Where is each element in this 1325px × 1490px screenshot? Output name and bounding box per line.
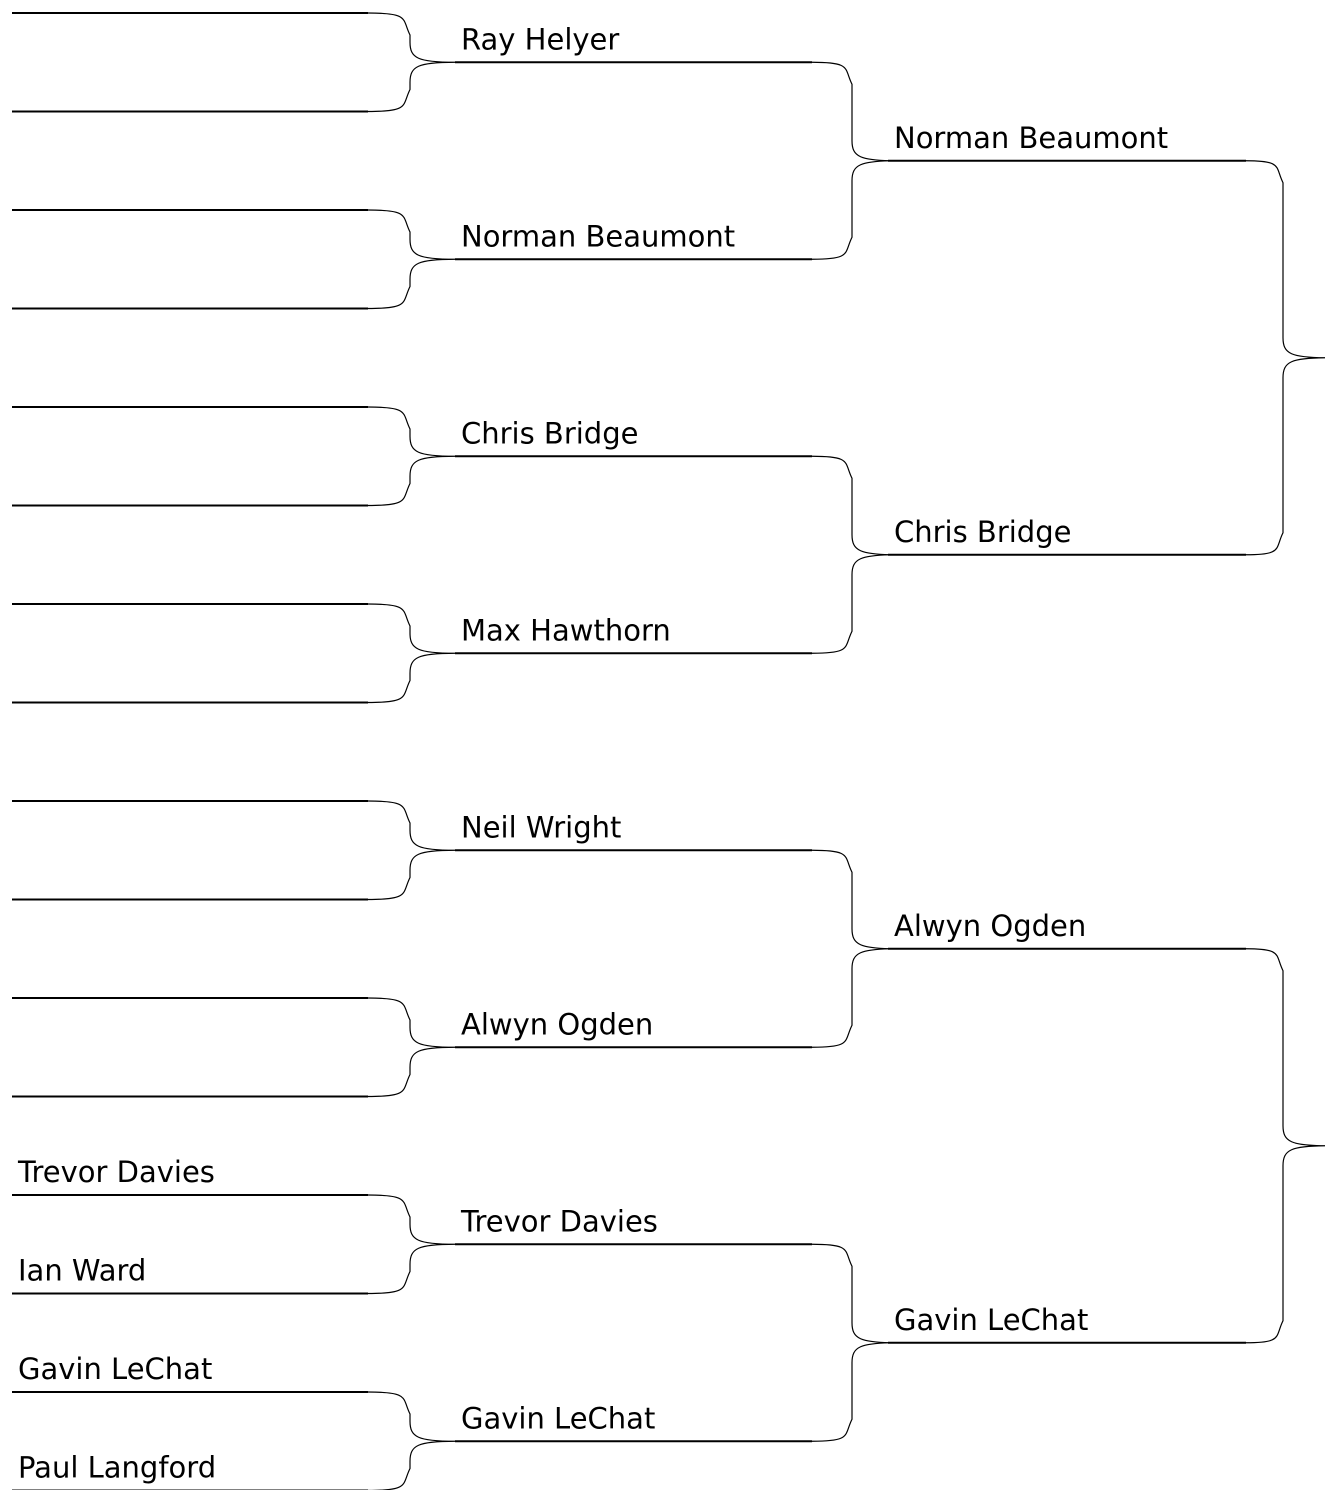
round-1-match-1-connector (368, 13, 455, 112)
round-2-slot-6-name: Alwyn Ogden (461, 1007, 654, 1042)
round-2-slot-2-name: Norman Beaumont (461, 219, 736, 254)
round-2-match-3-connector (812, 850, 897, 1047)
round-2-slot-5-name: Neil Wright (461, 810, 622, 845)
round-1-slot-15-name: Gavin LeChat (18, 1352, 213, 1386)
round-3-match-2-connector (1246, 949, 1325, 1343)
round-1-slot-16-name: Paul Langford (18, 1450, 217, 1485)
round-2-slot-3-name: Chris Bridge (461, 416, 639, 451)
round-2-match-4-connector (812, 1244, 897, 1441)
round-1-match-4-connector (368, 604, 455, 703)
round-3-slot-3-name: Alwyn Ogden (894, 908, 1087, 943)
round-2-slot-7-name: Trevor Davies (461, 1204, 658, 1239)
round-2-slot-1-name: Ray Helyer (461, 22, 620, 57)
round-3-slot-1-name: Norman Beaumont (894, 120, 1169, 155)
round-1-match-6-connector (368, 998, 455, 1097)
round-2-match-1-connector (812, 62, 897, 259)
round-1-match-2-connector (368, 210, 455, 309)
round-2-slot-8-name: Gavin LeChat (461, 1401, 656, 1436)
round-1-match-5-connector (368, 801, 455, 900)
round-1-slot-14-name: Ian Ward (18, 1253, 147, 1288)
round-2-match-2-connector (812, 456, 897, 653)
round-1-match-3-connector (368, 407, 455, 506)
round-2-slot-4-name: Max Hawthorn (461, 613, 671, 648)
round-3-slot-2-name: Chris Bridge (894, 514, 1072, 549)
round-1-match-7-connector (368, 1195, 455, 1294)
round-1-match-8-connector (368, 1392, 455, 1490)
round-1-slot-13-name: Trevor Davies (18, 1155, 215, 1189)
round-3-slot-4-name: Gavin LeChat (894, 1302, 1089, 1337)
round-3-match-1-connector (1246, 161, 1325, 555)
